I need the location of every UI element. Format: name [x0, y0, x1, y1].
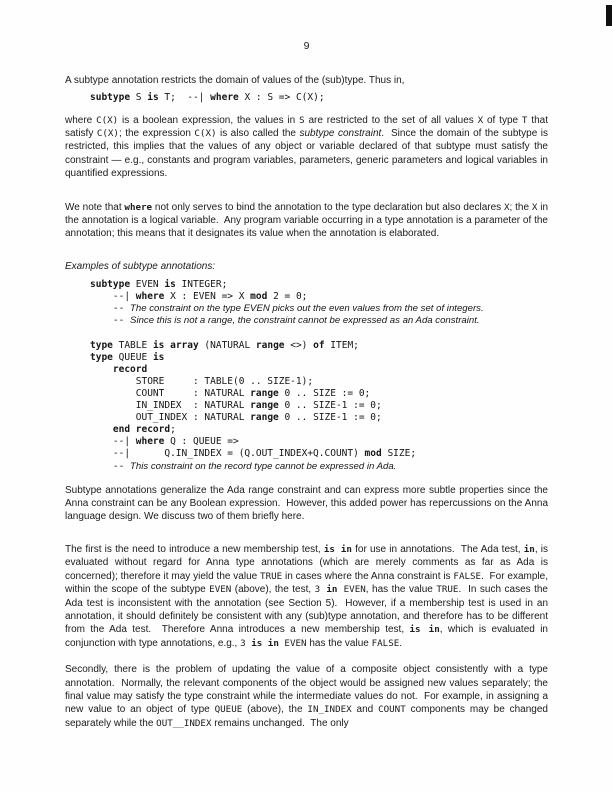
text-segment: We note that [65, 201, 125, 213]
text-segment: is array [152, 339, 199, 351]
text-segment: is in [323, 543, 352, 555]
code-line [90, 352, 548, 364]
text-segment: ITEM; [324, 339, 359, 351]
text-segment: record [112, 363, 148, 375]
text-segment: ; the [509, 201, 532, 213]
text-segment: of type [483, 114, 522, 126]
text-segment: of [313, 339, 325, 351]
code-example-block [65, 279, 548, 473]
text-segment: COUNT : NATURAL [90, 388, 251, 399]
text-segment [90, 424, 113, 435]
text-segment: subtype [90, 279, 131, 291]
code-line [90, 400, 548, 412]
text-segment: in [326, 584, 338, 596]
text-segment: . For example, within the scope of the subtype [65, 570, 548, 596]
text-segment: , is evaluated without regard for Anna type annotations (which are merely comments as far as Ada is concerned); therefore it may yield the value [65, 543, 548, 582]
text-segment: --| Q.IN_INDEX = (Q.OUT_INDEX+Q.COUNT) [90, 448, 365, 460]
text-segment: range [250, 388, 279, 399]
text-segment: in [523, 543, 535, 555]
text-segment: where [124, 201, 153, 213]
text-segment: is in [409, 624, 440, 636]
text-segment: -- [90, 460, 131, 472]
text-segment: Examples of subtype annotations: [65, 260, 216, 272]
text-segment: S [299, 114, 305, 126]
text-segment: 0 .. SIZE-1 := 0; [278, 412, 382, 424]
text-segment: X : EVEN => X [164, 291, 251, 303]
code-line [90, 412, 548, 424]
text-segment: not only serves to bind the annotation to the type declaration but also declares [152, 201, 504, 213]
code-line [90, 291, 548, 303]
text-segment: X [531, 201, 538, 213]
paragraph-we-note [65, 201, 548, 241]
text-segment: remains unchanged. The only [211, 717, 349, 729]
text-segment: S [130, 92, 148, 104]
paragraph-generalize [65, 484, 548, 524]
text-segment: Since this is not a range, the constraint cannot be expressed as an Ada constraint. [130, 315, 480, 327]
text-segment: is in [251, 637, 279, 649]
text-segment: that satisfy [65, 114, 548, 139]
text-segment: QUEUE [214, 704, 243, 716]
text-segment: EVEN [278, 637, 307, 649]
text-segment: QUEUE [112, 351, 153, 363]
text-segment: has the value [306, 637, 372, 649]
text-segment: are restricted to the set of all values [304, 114, 478, 126]
paragraph-subtype-constraint [65, 114, 548, 181]
text-segment: STORE : TABLE(0 .. SIZE-1); [90, 375, 314, 387]
code-line [90, 279, 548, 291]
text-segment: FALSE [453, 570, 482, 582]
text-segment: type [90, 339, 113, 351]
paragraph-intro [65, 74, 548, 87]
text-segment: -- [90, 315, 131, 327]
text-segment: ; [170, 424, 176, 436]
code-line [90, 364, 548, 376]
paragraph-membership-test [65, 543, 548, 650]
text-segment: Secondly, there is the problem of updating the value of a composite object consistently with a type annotation. Normally, the relevant components of the object would be assigned new values separately; the final value may satisfy the type constraint while the intermediate values do not. For example, in assigning a new value to an object of type [65, 664, 548, 716]
text-segment: C(X) [194, 127, 217, 139]
text-segment: where [65, 114, 97, 126]
scan-artifact-mark [606, 5, 612, 26]
text-segment: and [351, 704, 379, 716]
code-line [90, 303, 548, 315]
text-segment: ; the expression [118, 127, 195, 139]
code-line [90, 340, 548, 352]
text-segment: X [504, 201, 510, 213]
text-segment: Q : QUEUE => [164, 436, 239, 448]
text-segment: X : S => C(X); [238, 92, 325, 104]
text-segment: IN_INDEX [307, 704, 352, 716]
text-segment: mod [250, 291, 268, 303]
text-segment: --| [90, 291, 136, 303]
text-segment: T; --| [158, 92, 211, 104]
text-segment: INTEGER; [175, 279, 228, 291]
text-segment [90, 364, 113, 375]
code-subtype-declaration [65, 92, 548, 104]
text-segment: X [477, 114, 484, 126]
text-segment: 0 .. SIZE := 0; [278, 388, 371, 399]
text-segment: is [164, 279, 176, 291]
text-segment: is also called the [216, 127, 300, 139]
text-segment: --| [90, 436, 136, 448]
text-segment: Subtype annotations generalize the Ada range constraint and can express more subtle properties since the Anna constraint can be any Boolean expression. However, this added power has repercussions on the Anna language design. We discuss two of them briefly here. [65, 484, 548, 523]
page-content [65, 74, 548, 730]
text-segment: range [250, 412, 279, 424]
text-segment: for use in annotations. The Ada test, [351, 543, 524, 555]
text-segment: OUT_INDEX : NATURAL [90, 412, 251, 424]
text-segment: 3 [240, 637, 252, 649]
text-segment: range [255, 339, 285, 351]
code-line [90, 436, 548, 448]
text-segment: TABLE [112, 339, 153, 351]
code-line [90, 424, 548, 436]
text-segment: A subtype annotation restricts the domain of values of the (sub)type. Thus in, [65, 75, 405, 86]
text-segment: COUNT [378, 704, 406, 716]
text-segment: . Since the domain of the subtype is restricted, this implies that the values of any object or variable declared of that subtype must satisfy the constraint — e.g., constants and program variables, parameters, generic parameters and logical variables in quantified expressions. [65, 127, 548, 180]
text-segment: type [90, 351, 113, 363]
text-segment: SIZE; [381, 448, 417, 460]
text-segment: , has the value [365, 584, 437, 596]
text-segment: end record [112, 424, 171, 436]
paragraph-composite-update [65, 663, 548, 730]
text-segment: is [147, 92, 159, 104]
text-segment: 0 .. SIZE-1 := 0; [278, 400, 382, 412]
text-segment: where [135, 291, 165, 303]
text-segment: , which is evaluated in conjunction with type annotations, e.g., [65, 624, 548, 649]
text-segment: EVEN [337, 584, 366, 596]
text-segment: The constraint on the type EVEN picks out the even values from the set of integers. [130, 303, 484, 315]
page-number: 9 [303, 40, 310, 52]
text-segment: (NATURAL [198, 339, 256, 351]
code-line [90, 315, 548, 327]
code-line [90, 328, 548, 340]
text-segment: The first is the need to introduce a new membership test, [65, 543, 324, 555]
code-line [90, 376, 548, 388]
text-segment: range [250, 400, 279, 412]
text-segment: in cases where the Anna constraint is [282, 570, 454, 582]
text-segment: IN_INDEX : NATURAL [90, 400, 251, 412]
text-segment: EVEN [209, 584, 232, 596]
text-segment: TRUE [436, 584, 459, 596]
text-segment: is [152, 351, 165, 363]
text-segment: (above), the test, [231, 584, 315, 596]
text-segment: This constraint on the record type cannot be expressed in Ada. [130, 460, 397, 472]
text-segment: in the annotation is a logical variable. Any program variable occurring in a type annotation is a parameter of the annotation; this means that it designates its value when the annotation is elaborated. [65, 201, 549, 240]
code-line [90, 448, 548, 460]
text-segment: OUT__INDEX [156, 717, 212, 729]
text-segment: FALSE [371, 637, 400, 649]
text-segment: (above), the [242, 704, 308, 716]
text-segment: EVEN [130, 279, 165, 291]
code-line [90, 461, 548, 473]
text-segment: . [399, 637, 403, 649]
text-segment: 3 [314, 584, 327, 596]
text-segment: . In such cases the Ada test is inconsistent with the annotation (see Section 5). However, if a membership test is used in an annotation, it should definitely be consistent with any (sub)type annotation, and therefore has to be different from the Ada test. Therefore Anna introduces a new membership test, [65, 584, 548, 636]
text-segment: components may be changed separately while the [65, 704, 548, 729]
code-line [90, 388, 548, 400]
text-segment: C(X) [96, 114, 119, 126]
text-segment: <>) [284, 339, 314, 351]
text-segment: is a boolean expression, the values in [118, 114, 300, 126]
examples-heading [65, 260, 548, 273]
text-segment: where [210, 92, 239, 104]
text-segment: subtype constraint [299, 127, 382, 139]
text-segment: T [521, 114, 528, 126]
text-segment: subtype [90, 92, 131, 104]
text-segment: 2 = 0; [267, 291, 308, 303]
text-segment: where [135, 436, 165, 448]
text-segment: C(X) [96, 127, 119, 139]
text-segment: -- [90, 303, 131, 315]
text-segment: TRUE [260, 570, 283, 582]
text-segment: mod [364, 448, 382, 460]
